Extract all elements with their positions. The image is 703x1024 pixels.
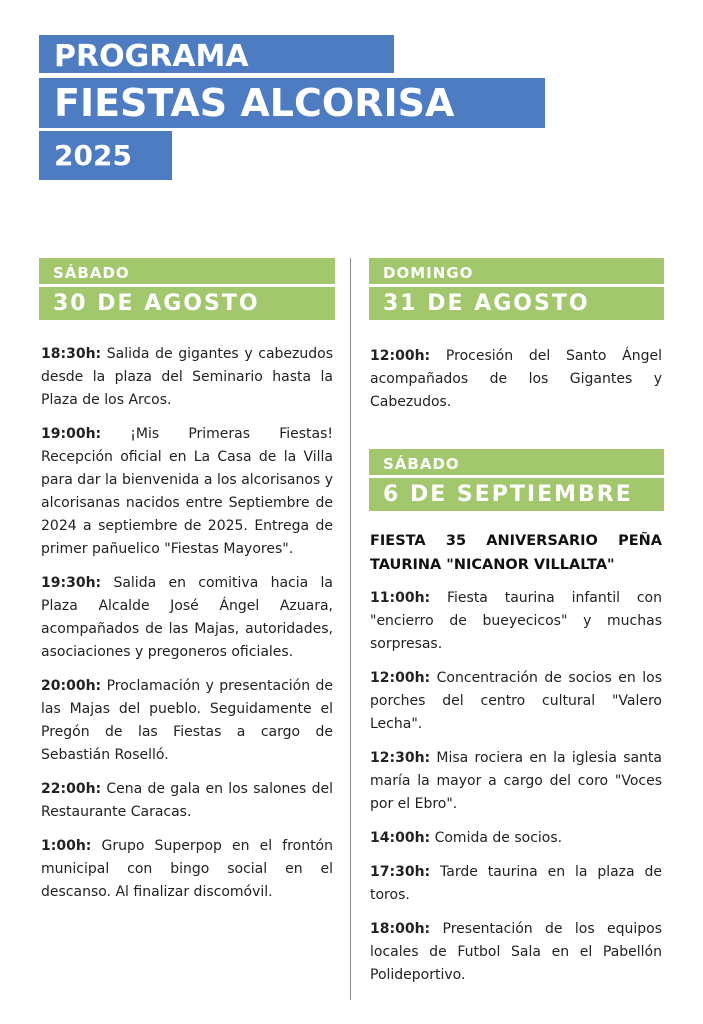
event-item bbox=[41, 835, 333, 904]
event-item bbox=[370, 345, 662, 414]
event-item bbox=[370, 861, 662, 907]
column-divider bbox=[350, 258, 351, 1000]
event-item bbox=[370, 747, 662, 816]
day-date: 30 DE AGOSTO bbox=[39, 284, 335, 320]
event-text: Grupo Superpop en el frontón municipal con bingo social en el descanso. Al finalizar discomóvil. bbox=[41, 838, 333, 900]
event-text: ¡Mis Primeras Fiestas! Recepción oficial en La Casa de la Villa para dar la bienvenida a los alcorisanos y alcorisanas nacidos entre Septiembre de 2024 a septiembre de 2025. Entrega de primer pañuelico "Fiestas Mayores". bbox=[41, 426, 333, 557]
day-date: 6 DE SEPTIEMBRE bbox=[369, 475, 664, 511]
event-time: 12:00h: bbox=[370, 670, 431, 686]
day-name: DOMINGO bbox=[369, 258, 664, 284]
event-item bbox=[41, 343, 333, 412]
day-name: SÁBADO bbox=[39, 258, 335, 284]
day-2-events bbox=[370, 345, 662, 425]
event-text: Salida en comitiva hacia la Plaza Alcalde José Ángel Azuara, acompañados de las Majas, autoridades, asociaciones y pregoneros oficiales. bbox=[41, 575, 333, 660]
day-1-events bbox=[41, 343, 333, 915]
event-time: 22:00h: bbox=[41, 781, 102, 797]
event-text: Misa rociera en la iglesia santa maría la mayor a cargo del coro "Voces por el Ebro". bbox=[370, 750, 663, 812]
day-header-sabado-6-septiembre bbox=[369, 449, 664, 511]
title-line-year: 2025 bbox=[39, 131, 172, 180]
day-header-domingo-31-agosto bbox=[369, 258, 664, 320]
event-text: Procesión del Santo Ángel acompañados de los Gigantes y Cabezudos. bbox=[370, 348, 662, 410]
event-time: 1:00h: bbox=[41, 838, 92, 854]
event-item bbox=[370, 827, 662, 850]
event-section-heading: FIESTA 35 ANIVERSARIO PEÑA TAURINA "NICANOR VILLALTA" bbox=[370, 533, 662, 573]
event-item bbox=[41, 423, 333, 561]
event-text: Proclamación y presentación de las Majas del pueblo. Seguidamente el Pregón de las Fiestas a cargo de Sebastián Roselló. bbox=[41, 678, 334, 763]
event-item bbox=[41, 675, 333, 767]
event-text: Tarde taurina en la plaza de toros. bbox=[370, 864, 662, 903]
day-date: 31 DE AGOSTO bbox=[369, 284, 664, 320]
title-line-fiestas: FIESTAS ALCORISA bbox=[39, 78, 545, 128]
event-text: Comida de socios. bbox=[434, 830, 563, 846]
event-text: Fiesta taurina infantil con "encierro de bueyecicos" y muchas sorpresas. bbox=[370, 590, 662, 652]
event-text: Concentración de socios en los porches del centro cultural "Valero Lecha". bbox=[370, 670, 662, 732]
event-time: 20:00h: bbox=[41, 678, 102, 694]
event-time: 14:00h: bbox=[370, 830, 431, 846]
event-text: Presentación de los equipos locales de Futbol Sala en el Pabellón Polideportivo. bbox=[370, 921, 662, 983]
event-text: Salida de gigantes y cabezudos desde la plaza del Seminario hasta la Plaza de los Arcos. bbox=[41, 346, 333, 408]
day-name: SÁBADO bbox=[369, 449, 664, 475]
event-text: Cena de gala en los salones del Restaurante Caracas. bbox=[41, 781, 333, 820]
event-time: 11:00h: bbox=[370, 590, 431, 606]
event-time: 18:30h: bbox=[41, 346, 102, 362]
title-line-programa: PROGRAMA bbox=[39, 35, 394, 73]
event-item bbox=[370, 918, 662, 987]
event-time: 19:00h: bbox=[41, 426, 102, 442]
event-time: 18:00h: bbox=[370, 921, 431, 937]
day-3-events bbox=[370, 529, 662, 998]
event-item bbox=[370, 587, 662, 656]
event-item bbox=[41, 572, 333, 664]
event-time: 12:30h: bbox=[370, 750, 431, 766]
event-time: 17:30h: bbox=[370, 864, 431, 880]
event-time: 12:00h: bbox=[370, 348, 431, 364]
event-item bbox=[41, 778, 333, 824]
day-header-sabado-30-agosto bbox=[39, 258, 335, 320]
event-item bbox=[370, 667, 662, 736]
event-time: 19:30h: bbox=[41, 575, 102, 591]
